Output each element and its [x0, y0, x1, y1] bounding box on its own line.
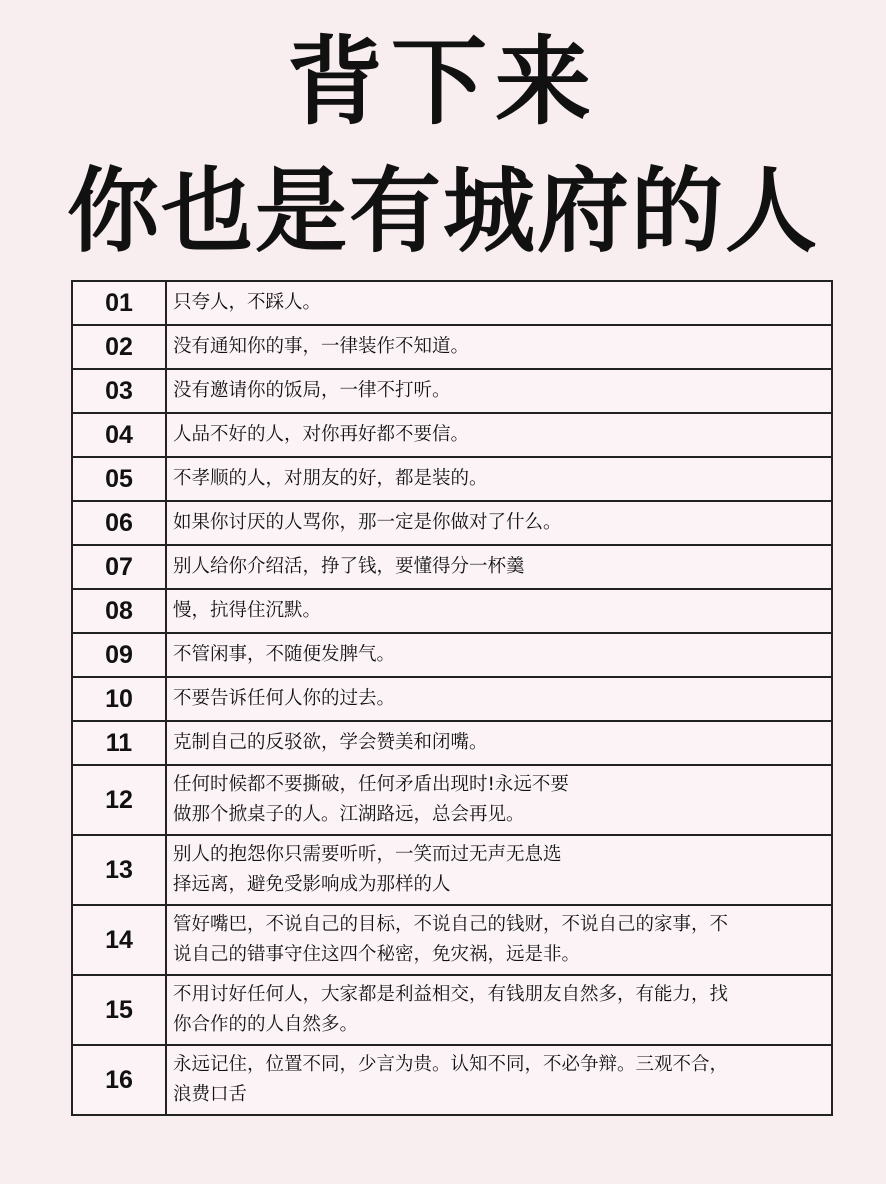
row-text: 如果你讨厌的人骂你，那一定是你做对了什么。	[166, 501, 832, 545]
row-number: 15	[72, 975, 166, 1045]
row-number: 04	[72, 413, 166, 457]
table-row	[72, 325, 832, 369]
table-row	[72, 501, 832, 545]
row-text: 不管闲事，不随便发脾气。	[166, 633, 832, 677]
table-row	[72, 281, 832, 325]
table-row	[72, 457, 832, 501]
row-text: 克制自己的反驳欲，学会赞美和闭嘴。	[166, 721, 832, 765]
row-text: 人品不好的人，对你再好都不要信。	[166, 413, 832, 457]
row-number: 14	[72, 905, 166, 975]
table-row	[72, 413, 832, 457]
row-number: 16	[72, 1045, 166, 1115]
row-number: 13	[72, 835, 166, 905]
table-row	[72, 975, 832, 1045]
row-number: 01	[72, 281, 166, 325]
row-text: 不要告诉任何人你的过去。	[166, 677, 832, 721]
row-number: 05	[72, 457, 166, 501]
table-row	[72, 589, 832, 633]
table-row	[72, 369, 832, 413]
row-number: 03	[72, 369, 166, 413]
row-text: 不孝顺的人，对朋友的好，都是装的。	[166, 457, 832, 501]
row-text: 永远记住，位置不同，少言为贵。认知不同，不必争辩。三观不合， 浪费口舌	[166, 1045, 832, 1115]
row-number: 02	[72, 325, 166, 369]
table-row	[72, 633, 832, 677]
table-row	[72, 1045, 832, 1115]
row-text: 任何时候都不要撕破，任何矛盾出现时!永远不要 做那个掀桌子的人。江湖路远，总会再见。	[166, 765, 832, 835]
row-number: 11	[72, 721, 166, 765]
row-text: 慢，抗得住沉默。	[166, 589, 832, 633]
row-text: 没有邀请你的饭局，一律不打听。	[166, 369, 832, 413]
row-text: 没有通知你的事，一律装作不知道。	[166, 325, 832, 369]
row-number: 12	[72, 765, 166, 835]
row-number: 09	[72, 633, 166, 677]
table-row	[72, 905, 832, 975]
title-line-2: 你也是有城府的人	[66, 158, 819, 265]
row-number: 08	[72, 589, 166, 633]
row-text: 只夸人，不踩人。	[166, 281, 832, 325]
row-text: 管好嘴巴，不说自己的目标，不说自己的钱财，不说自己的家事，不 说自己的错事守住这四个秘密，免灾祸，远是非。	[166, 905, 832, 975]
table-row	[72, 677, 832, 721]
title-line-1: 背下来	[287, 26, 599, 138]
table-row	[72, 765, 832, 835]
row-text: 不用讨好任何人，大家都是利益相交，有钱朋友自然多，有能力，找 你合作的的人自然多。	[166, 975, 832, 1045]
table-row	[72, 545, 832, 589]
row-number: 06	[72, 501, 166, 545]
row-text: 别人的抱怨你只需要听听，一笑而过无声无息选 择远离，避免受影响成为那样的人	[166, 835, 832, 905]
rules-table	[71, 280, 833, 1116]
table-row	[72, 835, 832, 905]
row-number: 10	[72, 677, 166, 721]
table-row	[72, 721, 832, 765]
row-text: 别人给你介绍活，挣了钱，要懂得分一杯羹	[166, 545, 832, 589]
row-number: 07	[72, 545, 166, 589]
